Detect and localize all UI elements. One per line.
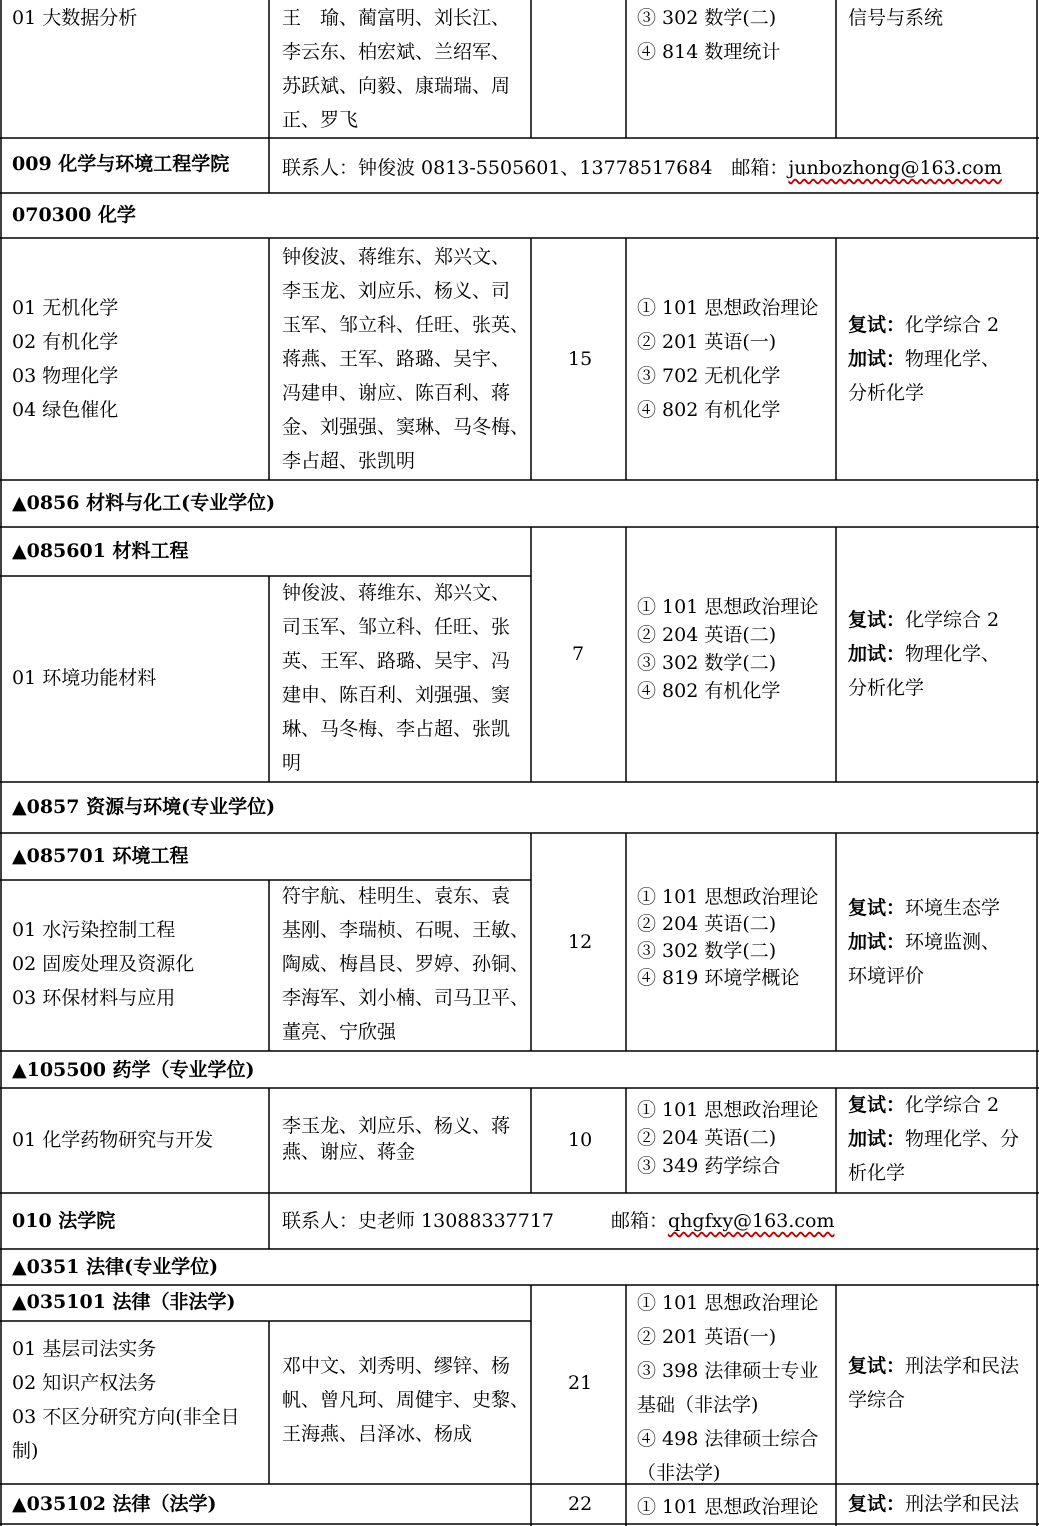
- direction-item: 01 基层司法实务: [12, 1338, 157, 1360]
- extra-test-subject-cont: 环境评价: [848, 965, 925, 987]
- supervisor-line: 英、王军、路璐、吴宇、冯: [282, 650, 511, 672]
- remarks-environment: [848, 891, 1000, 993]
- college-contact-009: [282, 151, 1002, 185]
- extra-test-label: 加试：: [848, 643, 906, 665]
- retest-label: 复试：: [848, 897, 906, 919]
- exam-subject: ③ 702 无机化学: [637, 365, 781, 387]
- supervisor-line: 冯建申、谢应、陈百利、蒋: [282, 382, 511, 404]
- quota-law-nonlaw: 21: [568, 1372, 593, 1394]
- exams-big-data: [637, 1, 780, 69]
- extra-test-label: 加试：: [848, 348, 906, 370]
- exam-subject: ④ 498 法律硕士综合: [637, 1428, 819, 1450]
- retest-subject: 化学综合 2: [905, 1094, 1000, 1116]
- exam-subject: ② 201 英语(一): [637, 1326, 777, 1348]
- extra-test-label: 加试：: [848, 1128, 906, 1150]
- remarks-big-data: 信号与系统: [848, 7, 944, 29]
- exam-subject: ① 101 思想政治理论: [637, 596, 819, 618]
- exams-chemistry: [637, 291, 818, 427]
- extra-test-subject: 物理化学、: [905, 643, 1001, 665]
- extra-test-subject-cont: 析化学: [848, 1162, 906, 1184]
- supervisor-line: 琳、马冬梅、李占超、张凯: [282, 718, 511, 740]
- supervisors-material: [282, 576, 510, 780]
- college-contact-010: [282, 1204, 834, 1238]
- retest-subject-cont: 学综合: [848, 1389, 906, 1411]
- quota-chemistry: 15: [568, 348, 593, 370]
- remarks-law: [848, 1487, 1019, 1521]
- exam-subject: ④ 802 有机化学: [637, 399, 781, 421]
- quota-material: 7: [572, 643, 585, 665]
- exam-subject: ③ 349 药学综合: [637, 1155, 781, 1177]
- quota-pharmacy: 10: [568, 1129, 593, 1151]
- supervisor-line: 王 瑜、蔺富明、刘长江、: [282, 7, 511, 29]
- supervisors-pharmacy: [282, 1113, 510, 1165]
- direction-item: 02 固废处理及资源化: [12, 953, 195, 975]
- retest-subject: 化学综合 2: [905, 314, 1000, 336]
- exams-law-nonlaw: [637, 1286, 818, 1490]
- extra-test-subject-cont: 分析化学: [848, 382, 925, 404]
- supervisor-line: 钟俊波、蒋维东、郑兴文、: [282, 582, 511, 604]
- major-title-105500: ▲105500 药学（专业学位): [12, 1059, 255, 1081]
- retest-label: 复试：: [848, 609, 906, 631]
- exams-pharmacy: [637, 1096, 818, 1180]
- sub-major-title-035101: ▲035101 法律（非法学): [12, 1291, 236, 1313]
- supervisor-line: 王海燕、吕泽冰、杨成: [282, 1423, 473, 1445]
- supervisors-big-data: [282, 1, 510, 137]
- extra-test-subject: 环境监测、: [905, 931, 1001, 953]
- direction-big-data: 01 大数据分析: [12, 7, 138, 29]
- remarks-material: [848, 603, 1000, 705]
- direction-item: 02 有机化学: [12, 331, 119, 353]
- supervisor-line: 帆、曾凡珂、周健宇、史黎、: [282, 1389, 530, 1411]
- supervisor-line: 李玉龙、刘应乐、杨义、蒋: [282, 1115, 511, 1137]
- exam-subject: ③ 302 数学(二): [637, 652, 777, 674]
- direction-item: 03 不区分研究方向(非全日: [12, 1406, 240, 1428]
- exam-subject: ③ 398 法律硕士专业: [637, 1360, 819, 1382]
- supervisor-line: 苏跃斌、向毅、康瑞瑞、周: [282, 75, 511, 97]
- contact-email[interactable]: junbozhong@163.com: [788, 157, 1002, 179]
- supervisor-line: 钟俊波、蒋维东、郑兴文、: [282, 246, 511, 268]
- major-title-070300: 070300 化学: [12, 204, 136, 226]
- direction-item: 制): [12, 1440, 39, 1462]
- exam-subject: ② 204 英语(二): [637, 624, 777, 646]
- retest-label: 复试：: [848, 314, 906, 336]
- extra-test-label: 加试：: [848, 931, 906, 953]
- major-title-0351: ▲0351 法律(专业学位): [12, 1256, 219, 1278]
- supervisor-line: 董亮、宁欣强: [282, 1021, 397, 1043]
- extra-test-subject-cont: 分析化学: [848, 677, 925, 699]
- quota-environment: 12: [568, 931, 593, 953]
- retest-subject: 刑法学和民法: [905, 1493, 1020, 1515]
- retest-subject: 环境生态学: [905, 897, 1001, 919]
- supervisor-line: 司玉军、邹立科、任旺、张: [282, 616, 511, 638]
- supervisor-line: 正、罗飞: [282, 109, 359, 131]
- remarks-law-nonlaw: [848, 1349, 1019, 1417]
- extra-test-subject: 物理化学、分: [905, 1128, 1020, 1150]
- exam-subject: ① 101 思想政治理论: [637, 1099, 819, 1121]
- exam-subject: ④ 819 环境学概论: [637, 967, 800, 989]
- exam-subject: ② 201 英语(一): [637, 331, 777, 353]
- exam-subject: ② 204 英语(二): [637, 1127, 777, 1149]
- supervisor-line: 燕、谢应、蒋金: [282, 1141, 416, 1163]
- direction-pharmacy: 01 化学药物研究与开发: [12, 1129, 214, 1151]
- sub-major-title-085701: ▲085701 环境工程: [12, 845, 189, 867]
- retest-label: 复试：: [848, 1493, 906, 1515]
- supervisor-line: 玉军、邹立科、任旺、张英、: [282, 314, 530, 336]
- exam-subject: ④ 802 有机化学: [637, 680, 781, 702]
- college-name-009: 009 化学与环境工程学院: [12, 153, 230, 175]
- exam-subject: ④ 814 数理统计: [637, 41, 781, 63]
- contact-text: 联系人：钟俊波 0813-5505601、13778517684 邮箱：: [282, 157, 789, 179]
- direction-item: 01 无机化学: [12, 297, 119, 319]
- direction-item: 01 水污染控制工程: [12, 919, 176, 941]
- sub-major-title-085601: ▲085601 材料工程: [12, 540, 189, 562]
- exam-subject: ① 101 思想政治理论: [637, 297, 819, 319]
- exams-environment: [637, 884, 818, 992]
- exams-material: [637, 593, 818, 705]
- directions-chemistry: [12, 291, 118, 427]
- remarks-pharmacy: [848, 1088, 1019, 1190]
- supervisor-line: 符宇航、桂明生、袁东、袁: [282, 885, 511, 907]
- contact-email[interactable]: qhgfxy@163.com: [668, 1210, 835, 1232]
- exam-subject: （非法学): [637, 1462, 721, 1484]
- supervisor-line: 基刚、李瑞桢、石晛、王敏、: [282, 919, 530, 941]
- supervisor-line: 明: [282, 752, 302, 774]
- retest-label: 复试：: [848, 1094, 906, 1116]
- exam-subject: ① 101 思想政治理论: [637, 886, 819, 908]
- exam-subject: 基础（非法学): [637, 1394, 759, 1416]
- exam-subject: ③ 302 数学(二): [637, 940, 777, 962]
- supervisor-line: 建申、陈百利、刘强强、窦: [282, 684, 511, 706]
- retest-label: 复试：: [848, 1355, 906, 1377]
- supervisor-line: 邓中文、刘秀明、缪锌、杨: [282, 1355, 511, 1377]
- exam-subject: ③ 302 数学(二): [637, 7, 777, 29]
- supervisor-line: 李海军、刘小楠、司马卫平、: [282, 987, 530, 1009]
- college-name-010: 010 法学院: [12, 1210, 116, 1232]
- exam-subject-law: ① 101 思想政治理论: [637, 1496, 819, 1518]
- directions-environment: [12, 913, 194, 1015]
- direction-material: 01 环境功能材料: [12, 667, 157, 689]
- extra-test-subject: 物理化学、: [905, 348, 1001, 370]
- supervisor-line: 李云东、柏宏斌、兰绍军、: [282, 41, 511, 63]
- direction-item: 04 绿色催化: [12, 399, 119, 421]
- supervisor-line: 金、刘强强、窦琳、马冬梅、: [282, 416, 530, 438]
- direction-item: 02 知识产权法务: [12, 1372, 157, 1394]
- supervisor-line: 李玉龙、刘应乐、杨义、司: [282, 280, 511, 302]
- directions-law-nonlaw: [12, 1332, 240, 1468]
- exam-subject: ② 204 英语(二): [637, 913, 777, 935]
- sub-major-title-035102: ▲035102 法律（法学): [12, 1493, 217, 1515]
- major-title-0857: ▲0857 资源与环境(专业学位): [12, 796, 276, 818]
- supervisor-line: 李占超、张凯明: [282, 450, 416, 472]
- retest-subject: 化学综合 2: [905, 609, 1000, 631]
- remarks-chemistry: [848, 308, 1000, 410]
- direction-item: 03 环保材料与应用: [12, 987, 176, 1009]
- major-title-0856: ▲0856 材料与化工(专业学位): [12, 492, 276, 514]
- supervisor-line: 蒋燕、王军、路璐、吴宇、: [282, 348, 511, 370]
- direction-item: 03 物理化学: [12, 365, 119, 387]
- quota-law: 22: [568, 1493, 593, 1515]
- contact-text: 联系人：史老师 13088337717 邮箱：: [282, 1210, 669, 1232]
- supervisors-law-nonlaw: [282, 1349, 529, 1451]
- exam-subject: ① 101 思想政治理论: [637, 1292, 819, 1314]
- retest-subject: 刑法学和民法: [905, 1355, 1020, 1377]
- supervisors-environment: [282, 879, 529, 1049]
- supervisors-chemistry: [282, 240, 529, 478]
- supervisor-line: 陶威、梅昌艮、罗婷、孙铜、: [282, 953, 530, 975]
